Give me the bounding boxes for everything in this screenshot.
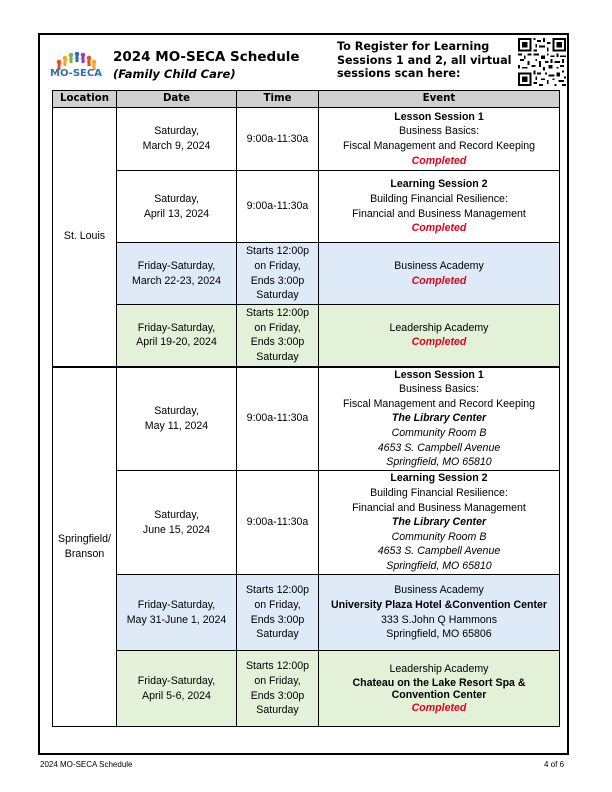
column-header-time: Time (237, 91, 319, 108)
venue-name: University Plaza Hotel &Convention Center (330, 598, 548, 611)
date-cell: Friday-Saturday, March 22-23, 2024 (117, 243, 237, 305)
event-cell: Lesson Session 1 Business Basics: Fiscal Management and Record Keeping The Library Center Community Room B 4653 S. Campbell Avenue Springfield, MO 65810 (319, 367, 560, 471)
location-cell: Springfield/ Branson (53, 367, 117, 727)
page-subtitle: (Family Child Care) (113, 67, 236, 81)
register-instructions: To Register for Learning Sessions 1 and 2, all virtual sessions scan here: (337, 40, 512, 80)
logo-text: MO-SECA (50, 68, 102, 79)
event-cell: Business Academy University Plaza Hotel &Convention Center 333 S.John Q Hammons Springfield, MO 65806 (319, 575, 560, 651)
time-cell: Starts 12:00p on Friday, Ends 3:00p Saturday (237, 305, 319, 367)
status-completed: Completed (411, 274, 467, 287)
event-cell: Leadership Academy Chateau on the Lake Resort Spa & Convention Center Completed (319, 651, 560, 727)
column-header-location: Location (53, 91, 117, 108)
event-cell: Business Academy Completed (319, 243, 560, 305)
table-row (53, 651, 560, 727)
table-row (53, 471, 560, 575)
column-header-date: Date (117, 91, 237, 108)
time-cell: 9:00a-11:30a (237, 108, 319, 171)
time-cell: Starts 12:00p on Friday, Ends 3:00p Saturday (237, 575, 319, 651)
footer-title: 2024 MO-SECA Schedule (40, 760, 133, 769)
table-row (53, 171, 560, 243)
page-title: 2024 MO-SECA Schedule (113, 49, 300, 65)
date-cell: Saturday, April 13, 2024 (117, 171, 237, 243)
table-row (53, 243, 560, 305)
time-cell: 9:00a-11:30a (237, 471, 319, 575)
table-row (53, 367, 560, 471)
venue-name: The Library Center (391, 412, 487, 425)
time-cell: 9:00a-11:30a (237, 367, 319, 471)
table-row (53, 575, 560, 651)
time-cell: Starts 12:00p on Friday, Ends 3:00p Saturday (237, 243, 319, 305)
status-completed: Completed (411, 154, 467, 167)
date-cell: Saturday, May 11, 2024 (117, 367, 237, 471)
table-row (53, 108, 560, 171)
date-cell: Saturday, June 15, 2024 (117, 471, 237, 575)
time-cell: 9:00a-11:30a (237, 171, 319, 243)
venue-name: Chateau on the Lake Resort Spa & Convention Center (352, 676, 526, 701)
event-cell: Leadership Academy Completed (319, 305, 560, 367)
status-completed: Completed (411, 701, 467, 714)
status-completed: Completed (411, 336, 467, 349)
event-cell: Learning Session 2 Building Financial Resilience: Financial and Business Management The Library Center Community Room B 4653 S. Campbell Avenue Springfield, MO 65810 (319, 471, 560, 575)
date-cell: Friday-Saturday, April 19-20, 2024 (117, 305, 237, 367)
event-cell: Lesson Session 1 Business Basics: Fiscal Management and Record Keeping Completed (319, 108, 560, 171)
date-cell: Friday-Saturday, May 31-June 1, 2024 (117, 575, 237, 651)
status-completed: Completed (411, 222, 467, 235)
schedule-table (52, 90, 560, 727)
date-cell: Friday-Saturday, April 5-6, 2024 (117, 651, 237, 727)
date-cell: Saturday, March 9, 2024 (117, 108, 237, 171)
page-number: 4 of 6 (544, 760, 565, 769)
time-cell: Starts 12:00p on Friday, Ends 3:00p Saturday (237, 651, 319, 727)
event-cell: Learning Session 2 Building Financial Resilience: Financial and Business Management Completed (319, 171, 560, 243)
location-cell: St. Louis (53, 108, 117, 367)
table-header-row (53, 91, 560, 108)
table-row (53, 305, 560, 367)
venue-name: The Library Center (391, 516, 487, 529)
column-header-event: Event (319, 91, 560, 108)
qr-code-icon[interactable] (518, 38, 566, 86)
